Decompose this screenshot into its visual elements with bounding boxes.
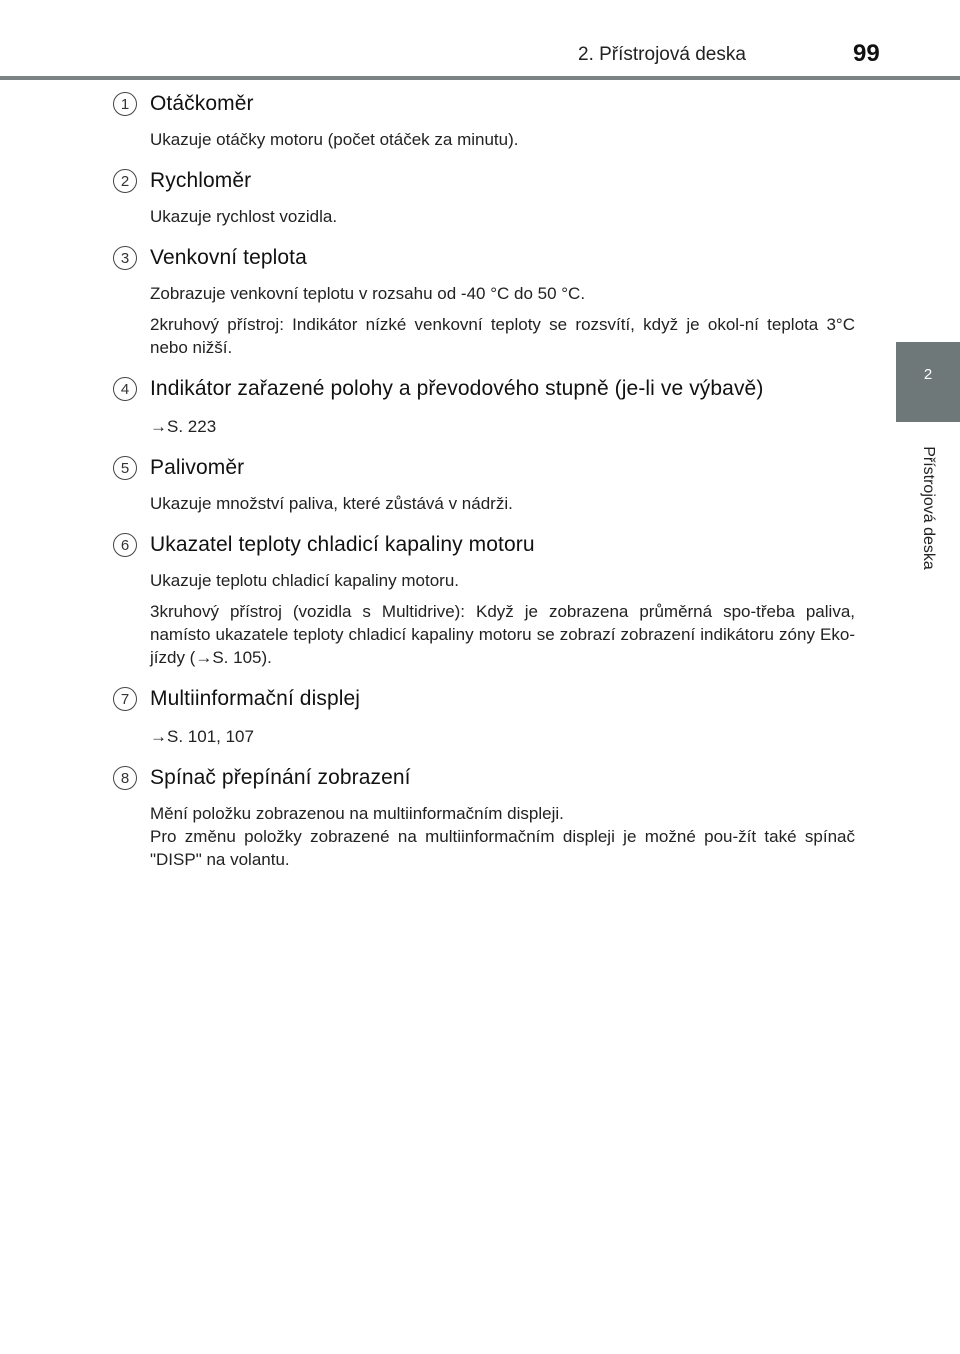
- item-text: Ukazuje rychlost vozidla.: [150, 207, 338, 226]
- item-title: Multiinformační displej: [150, 687, 361, 710]
- item-title: Indikátor zařazené polohy a převodového stupně (je-li ve výbavě): [150, 377, 764, 400]
- item-text: 3kruhový přístroj (vozidla s Multidrive): Když je zobrazena průměrná spo-třeba paliva, namísto ukazatele teploty chladicí kapaliny motoru se zobrazí zobrazení indikátoru zóny Eko-jízdy (→S. 105).: [150, 602, 855, 667]
- item-text: 2kruhový přístroj: Indikátor nízké venkovní teploty se rozsvítí, když je okol-ní teplota 3°C nebo nižší.: [150, 315, 855, 357]
- page-reference-link[interactable]: →S. 223: [150, 417, 217, 436]
- item-title: Rychloměr: [150, 169, 252, 192]
- list-item: [113, 762, 855, 871]
- item-title: Spínač přepínání zobrazení: [150, 766, 411, 789]
- list-item: [113, 242, 855, 359]
- list-item: [113, 373, 855, 438]
- list-item: [113, 165, 855, 228]
- list-item: [113, 88, 855, 151]
- list-item: [113, 452, 855, 515]
- circled-number-icon: 7: [113, 687, 137, 711]
- list-item: [113, 683, 855, 748]
- content: [113, 88, 855, 871]
- circled-number-icon: 3: [113, 246, 137, 270]
- item-title: Otáčkoměr: [150, 92, 254, 115]
- list-item: [113, 529, 855, 669]
- chapter-side-label: Přístrojová deska: [920, 446, 937, 570]
- circled-number-icon: 8: [113, 766, 137, 790]
- page-number: 99: [853, 40, 880, 67]
- item-text: Ukazuje teplotu chladicí kapaliny motoru.: [150, 571, 459, 590]
- header-title: 2. Přístrojová deska: [578, 44, 746, 65]
- item-text: Pro změnu položky zobrazené na multiinformačním displeji je možné pou-žít také spínač "DISP" na volantu.: [150, 827, 855, 869]
- circled-number-icon: 5: [113, 456, 137, 480]
- header-rule: [0, 76, 960, 80]
- item-text: Ukazuje množství paliva, které zůstává v nádrži.: [150, 494, 513, 513]
- chapter-tab: 2: [896, 342, 960, 422]
- item-title: Palivoměr: [150, 456, 245, 479]
- circled-number-icon: 4: [113, 377, 137, 401]
- circled-number-icon: 6: [113, 533, 137, 557]
- item-title: Venkovní teplota: [150, 246, 307, 269]
- item-title: Ukazatel teploty chladicí kapaliny motoru: [150, 533, 535, 556]
- item-text: Ukazuje otáčky motoru (počet otáček za minutu).: [150, 130, 519, 149]
- item-text: Mění položku zobrazenou na multiinformačním displeji.: [150, 804, 564, 823]
- circled-number-icon: 1: [113, 92, 137, 116]
- circled-number-icon: 2: [113, 169, 137, 193]
- page-reference-link[interactable]: →S. 101, 107: [150, 727, 254, 746]
- item-text: Zobrazuje venkovní teplotu v rozsahu od -40 °C do 50 °C.: [150, 284, 586, 303]
